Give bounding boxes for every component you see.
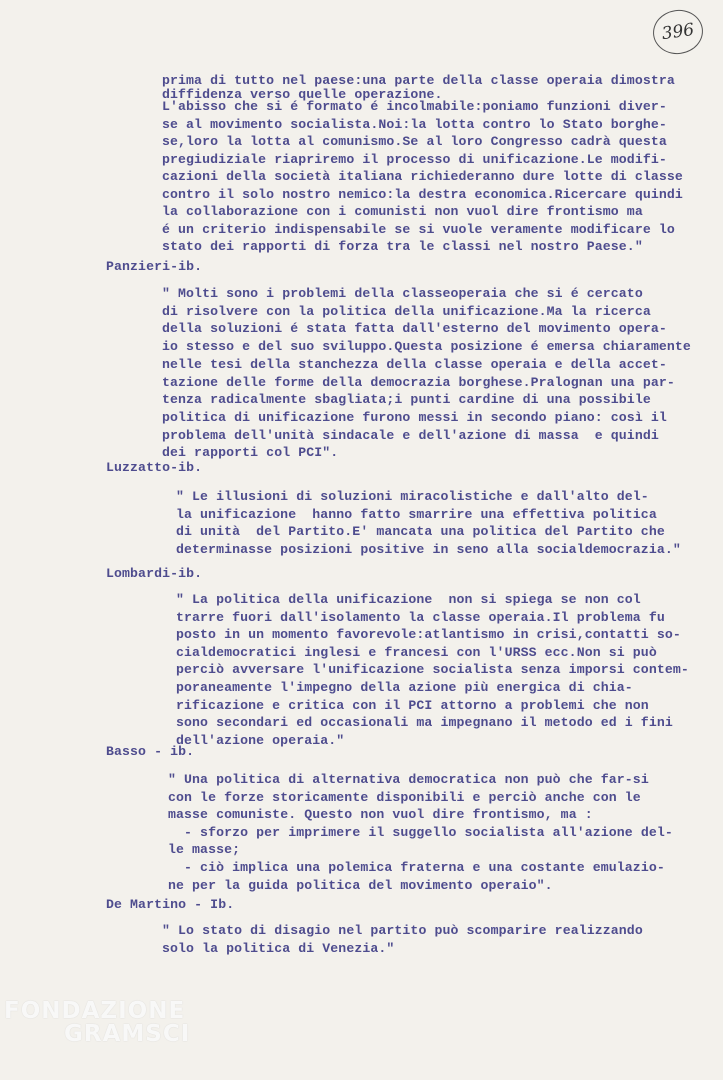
speech-line: poraneamente l'impegno della azione più energica di chia- [176,680,633,695]
speech-line: " Lo stato di disagio nel partito può scomparire realizzando [162,923,643,938]
speech-line: sono secondari ed occasionali ma impegnano il metodo ed i fini [176,715,673,731]
speaker-heading: Lombardi-ib. [106,566,203,581]
fondazione-gramsci-watermark [4,1000,190,1046]
continuation-line: pregiudiziale riapriremo il processo di unificazione.Le modifi- [162,152,667,167]
speech-line: perciò avversare l'unificazione socialista senza imporsi contem- [176,662,689,678]
speech-line: ne per la guida politica del movimento operaio". [168,877,553,893]
speech-line: la unificazione hanno fatto smarrire una effettiva politica [176,506,657,522]
speech-line: - sforzo per imprimere il suggello socialista all'azione del- [168,824,673,840]
continuation-line: prima di tutto nel paese:una parte della classe operaia dimostra [162,73,675,88]
watermark-line-2: GRAMSCI [64,1021,191,1047]
speech-line: problema dell'unità sindacale e dell'azione di massa e quindi [162,427,659,443]
speech-line: tenza radicalmente sbagliata;i punti cardine di una possibile [162,392,651,408]
continuation-line: é un criterio indispensabile se si vuole veramente modificare lo [162,222,675,237]
continuation-line: contro il solo nostro nemico:la destra economica.Ricercare quindi [162,187,683,202]
speaker-heading: Basso - ib. [106,744,195,759]
page-number-stamp: 396 [650,7,706,58]
speaker-heading: De Martino - Ib. [106,897,235,912]
speech-line: le masse; [168,842,241,858]
continuation-line: L'abisso che si é formato é incolmabile:poniamo funzioni diver- [162,99,667,114]
continuation-line: la collaborazione con i comunisti non vuol dire frontismo ma [162,204,643,219]
speech-line: tazione delle forme della democrazia borghese.Pralognan una par- [162,374,675,390]
speech-line: " Una politica di alternativa democratica non può che far-si [168,772,649,787]
speech-line: io stesso e del suo sviluppo.Questa posizione é emersa chiaramente [162,339,691,355]
speaker-heading: Luzzatto-ib. [106,460,203,475]
speech-line: trarre fuori dall'isolamento la classe operaia.Il problema fu [176,609,665,625]
speech-line: dell'azione operaia." [176,732,345,748]
speaker-heading: Panzieri-ib. [106,259,203,274]
speech-line: di risolvere con la politica della unificazione.Ma la ricerca [162,303,651,319]
speech-line: posto in un momento favorevole:atlantismo in crisi,contatti so- [176,627,681,643]
watermark-line-1: FONDAZIONE [4,998,186,1024]
speech-line: di unità del Partito.E' mancata una politica del Partito che [176,524,665,539]
speech-line: politica di unificazione furono messi in secondo piano: così il [162,409,667,425]
speech-line: della soluzioni é stata fatta dall'esterno del movimento opera- [162,321,667,337]
speech-line: " La politica della unificazione non si spiega se non col [176,592,641,607]
speech-line: " Le illusioni di soluzioni miracolistiche e dall'alto del- [176,489,649,504]
continuation-line: se,loro la lotta al comunismo.Se al loro Congresso cadrà questa [162,134,667,149]
continuation-line: se al movimento socialista.Noi:la lotta contro lo Stato borghe- [162,117,667,132]
continuation-line: stato dei rapporti di forza tra le classi nel nostro Paese." [162,239,643,254]
speech-line: masse comuniste. Questo non vuol dire frontismo, ma : [168,807,593,823]
continuation-line: cazioni della società italiana richiederanno dure lotte di classe [162,169,683,184]
speech-line: - ciò implica una polemica fraterna e una costante emulazio- [168,860,665,875]
speech-line: " Molti sono i problemi della classeoperaia che si é cercato [162,286,643,301]
speech-line: dei rapporti col PCI". [162,445,339,461]
speech-line: con le forze storicamente disponibili e perciò anche con le [168,789,641,805]
speech-line: rificazione e critica con il PCI attorno a problemi che non [176,697,649,713]
continuation-line: diffidenza verso quelle operazione. [162,87,443,102]
speech-line: determinasse posizioni positive in seno alla socialdemocrazia." [176,541,681,557]
speech-line: nelle tesi della stanchezza della classe operaia e della accet- [162,356,667,372]
speech-line: cialdemocratici inglesi e francesi con l'URSS ecc.Non si può [176,644,657,660]
speech-line: solo la politica di Venezia." [162,940,395,956]
